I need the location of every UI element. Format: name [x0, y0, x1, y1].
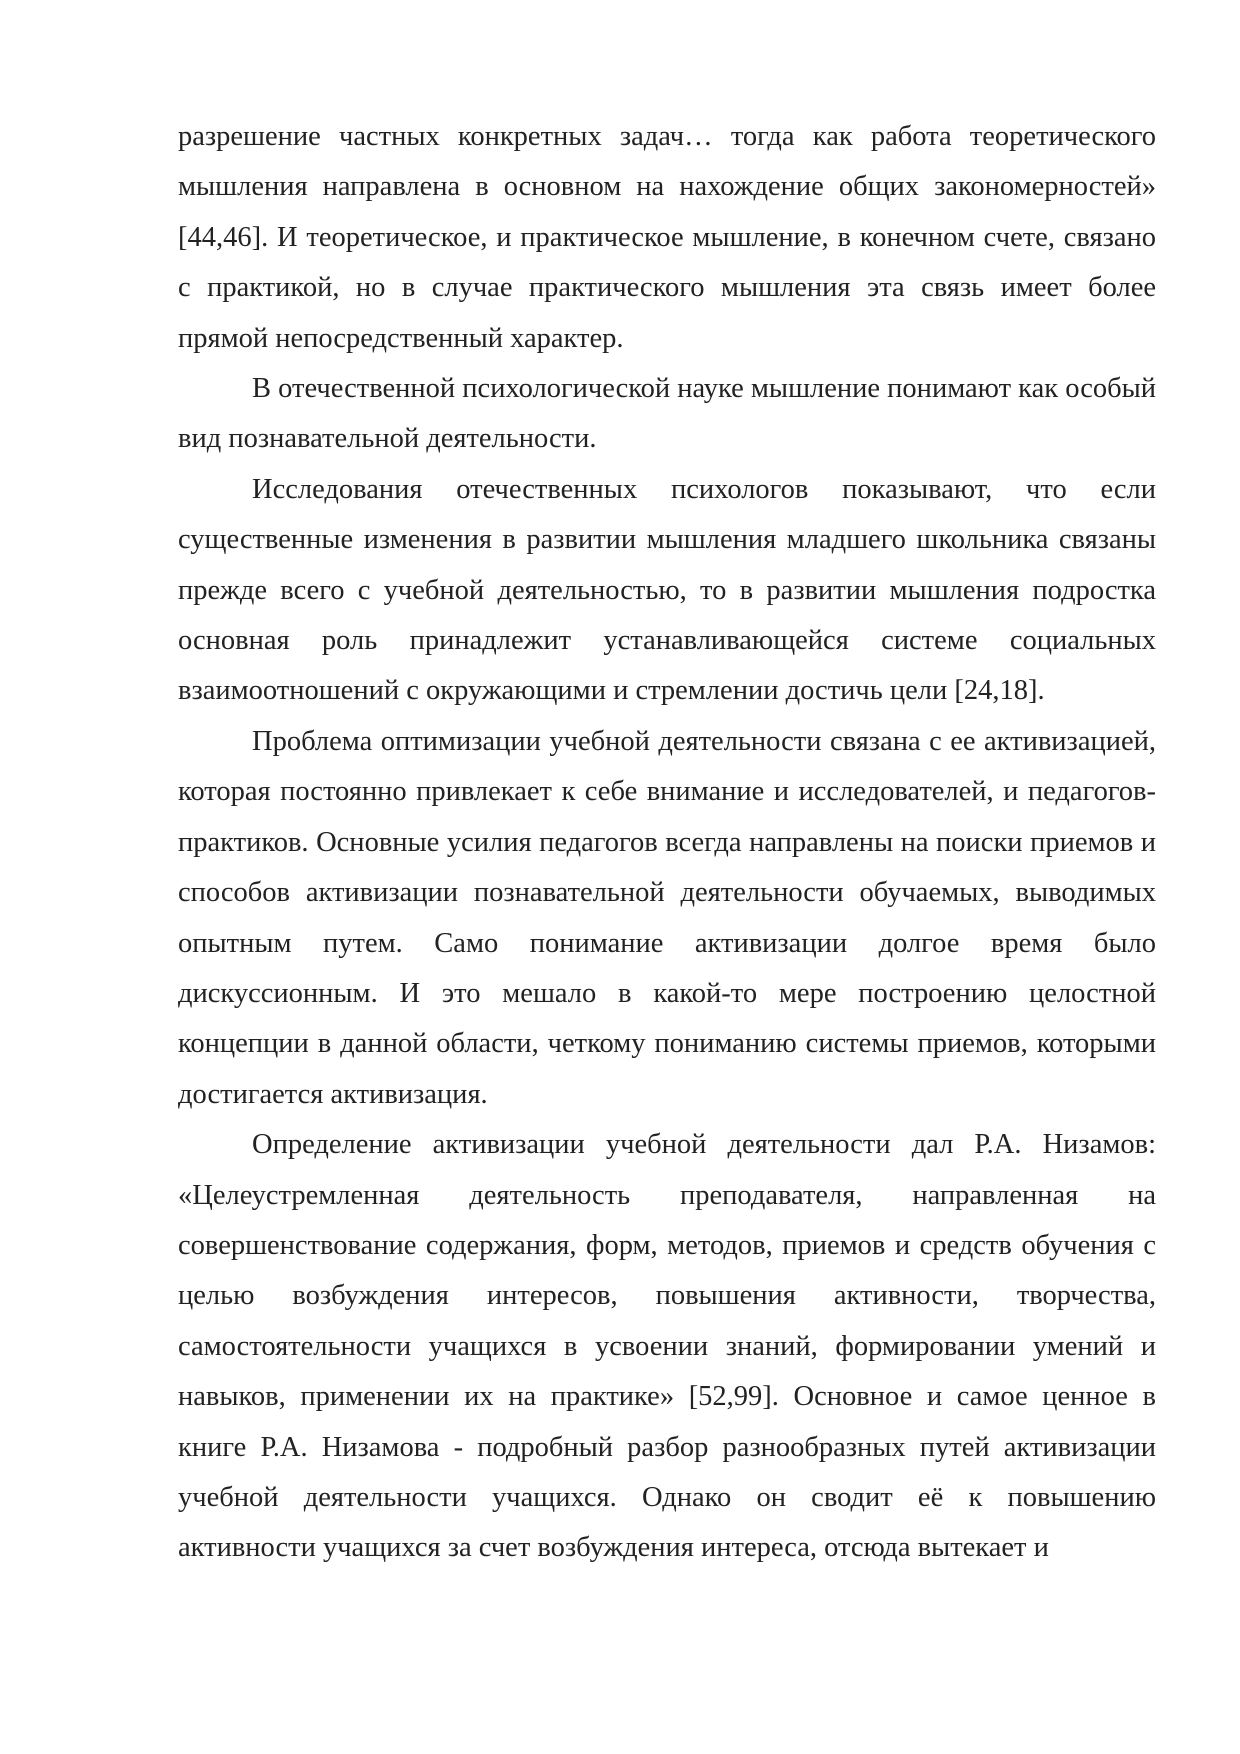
paragraph-5: Определение активизации учебной деятельности дал Р.А. Низамов: «Целеустремленная деятельность преподавателя, направленная на совершенствование содержания, форм, методов, приемов и средств обучения с целью возбуждения интересов, повышения активности, творчества, самостоятельности учащихся в усвоении знаний, формировании умений и навыков, применении их на практике» [52,99]. Основное и самое ценное в книге Р.А. Низамова - подробный разбор разнообразных путей активизации учебной деятельности учащихся. Однако он сводит её к повышению активности учащихся за счет возбуждения интереса, отсюда вытекает и [178, 1129, 1156, 1564]
paragraph-3: Исследования отечественных психологов показывают, что если существенные изменения в развитии мышления младшего школьника связаны прежде всего с учебной деятельностью, то в развитии мышления подростка основная роль принадлежит устанавливающейся системе социальных взаимоотношений с окружающими и стремлении достичь цели [24,18]. [178, 473, 1156, 707]
document-body [178, 112, 1156, 1574]
paragraph-2: В отечественной психологической науке мышление понимают как особый вид познавательной деятельности. [178, 373, 1156, 455]
paragraph-1: разрешение частных конкретных задач… тогда как работа теоретического мышления направлена в основном на нахождение общих закономерностей» [44,46]. И теоретическое, и практическое мышление, в конечном счете, связано с практикой, но в случае практического мышления эта связь имеет более прямой непосредственный характер. [178, 121, 1156, 354]
paragraph-4: Проблема оптимизации учебной деятельности связана с ее активизацией, которая постоянно привлекает к себе внимание и исследователей, и педагогов-практиков. Основные усилия педагогов всегда направлены на поиски приемов и способов активизации познавательной деятельности обучаемых, выводимых опытным путем. Само понимание активизации долгое время было дискуссионным. И это мешало в какой-то мере построению целостной концепции в данной области, четкому пониманию системы приемов, которыми достигается активизация. [178, 725, 1156, 1110]
